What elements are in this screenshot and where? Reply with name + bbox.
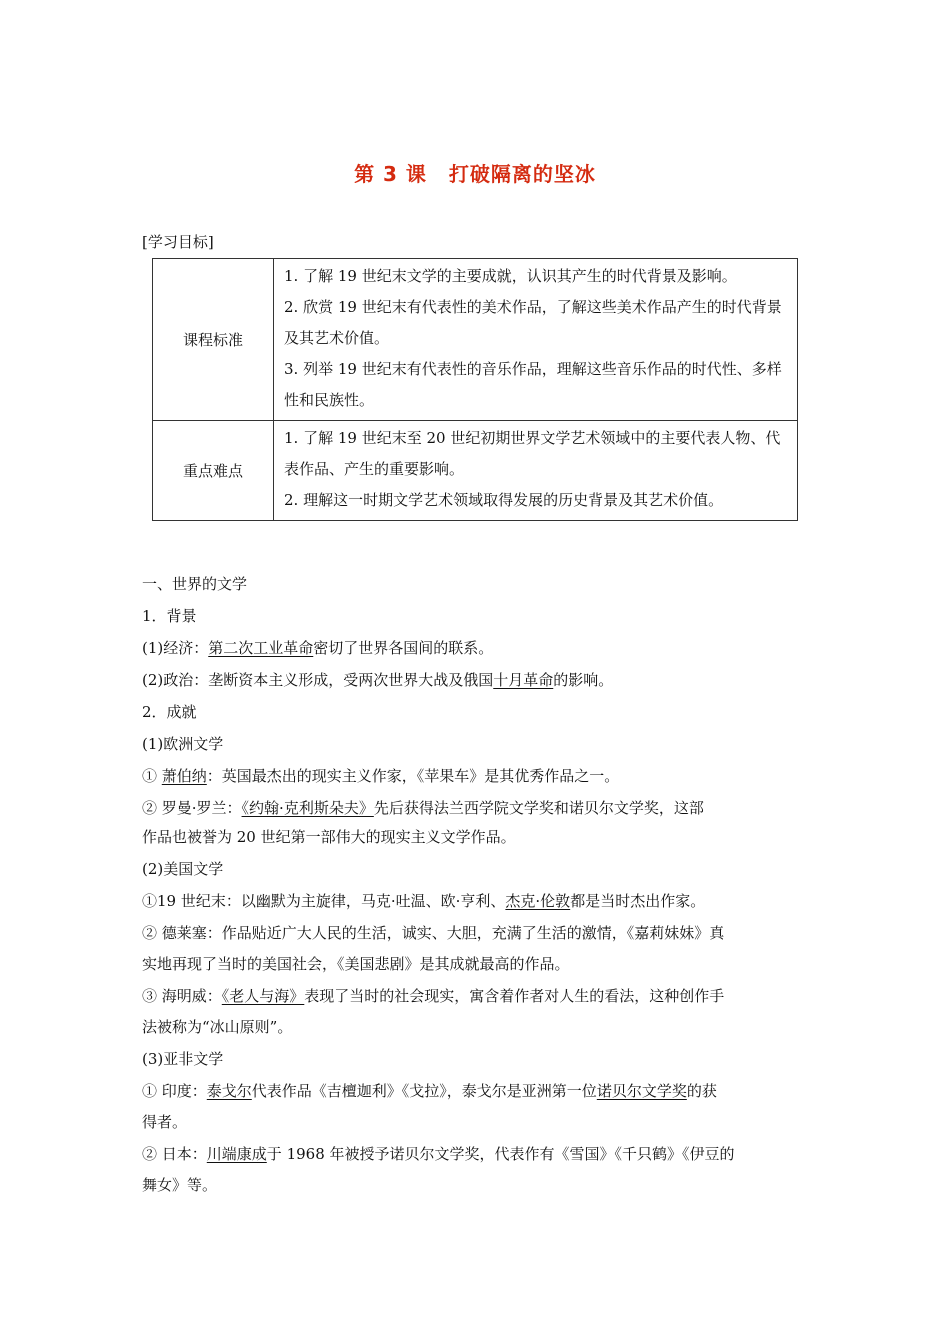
- objective-item: 2. 欣赏 19 世纪末有代表性的美术作品，了解这些美术作品产生的时代背景及其艺术价值。: [284, 298, 782, 347]
- list-item-continued: 法被称为“冰山原则”。: [142, 1018, 293, 1036]
- row-content: [274, 421, 798, 521]
- table-row: [153, 421, 798, 521]
- table-row: [153, 259, 798, 421]
- row-label: 重点难点: [153, 421, 274, 521]
- list-item-continued: 得者。: [142, 1113, 188, 1131]
- list-item: ③ 海明威：《老人与海》表现了当时的社会现实，寓含着作者对人生的看法，这种创作手: [142, 987, 725, 1005]
- objectives-label: [学习目标]: [142, 233, 214, 251]
- list-item-continued: 实地再现了当时的美国社会，《美国悲剧》是其成就最高的作品。: [142, 955, 570, 973]
- list-item-continued: 作品也被誉为 20 世纪第一部伟大的现实主义文学作品。: [142, 828, 516, 846]
- objective-item: 1. 了解 19 世纪末至 20 世纪初期世界文学艺术领域中的主要代表人物、代表作品、产生的重要影响。: [284, 429, 781, 478]
- list-item: ① 印度：泰戈尔代表作品《吉檀迦利》《戈拉》，泰戈尔是亚洲第一位诺贝尔文学奖的获: [142, 1082, 717, 1100]
- objective-item: 3. 列举 19 世纪末有代表性的音乐作品，理解这些音乐作品的时代性、多样性和民族性。: [284, 360, 782, 409]
- subheading-achievements: 2．成就: [142, 703, 197, 721]
- list-item: ② 日本：川端康成于 1968 年被授予诺贝尔文学奖，代表作有《雪国》《千只鹤》《伊豆的: [142, 1145, 735, 1163]
- background-politics: (2)政治：垄断资本主义形成，受两次世界大战及俄国十月革命的影响。: [142, 671, 614, 689]
- asia-africa-heading: (3)亚非文学: [142, 1050, 224, 1068]
- row-label: 课程标准: [153, 259, 274, 421]
- america-heading: (2)美国文学: [142, 860, 224, 878]
- objectives-table: [152, 258, 798, 521]
- lesson-number: 第 3 课: [354, 162, 427, 186]
- list-item: ① 萧伯纳：英国最杰出的现实主义作家，《苹果车》是其优秀作品之一。: [142, 767, 620, 785]
- list-item: ② 德莱塞：作品贴近广大人民的生活，诚实、大胆，充满了生活的激情，《嘉莉妹妹》真: [142, 924, 725, 942]
- list-item: ② 罗曼·罗兰：《约翰·克利斯朵夫》先后获得法兰西学院文学奖和诺贝尔文学奖，这部: [142, 799, 704, 817]
- page-title: [0, 158, 950, 187]
- objective-item: 2. 理解这一时期文学艺术领域取得发展的历史背景及其艺术价值。: [284, 491, 724, 509]
- lesson-name: 打破隔离的坚冰: [448, 162, 596, 186]
- europe-heading: (1)欧洲文学: [142, 735, 224, 753]
- list-item: ①19 世纪末：以幽默为主旋律，马克·吐温、欧·亨利、杰克·伦敦都是当时杰出作家。: [142, 892, 706, 910]
- row-content: [274, 259, 798, 421]
- background-economy: (1)经济：第二次工业革命密切了世界各国间的联系。: [142, 639, 494, 657]
- list-item-continued: 舞女》等。: [142, 1176, 218, 1194]
- objective-item: 1. 了解 19 世纪末文学的主要成就，认识其产生的时代背景及影响。: [284, 267, 737, 285]
- section-heading: 一、世界的文学: [142, 575, 248, 593]
- subheading-background: 1．背景: [142, 607, 197, 625]
